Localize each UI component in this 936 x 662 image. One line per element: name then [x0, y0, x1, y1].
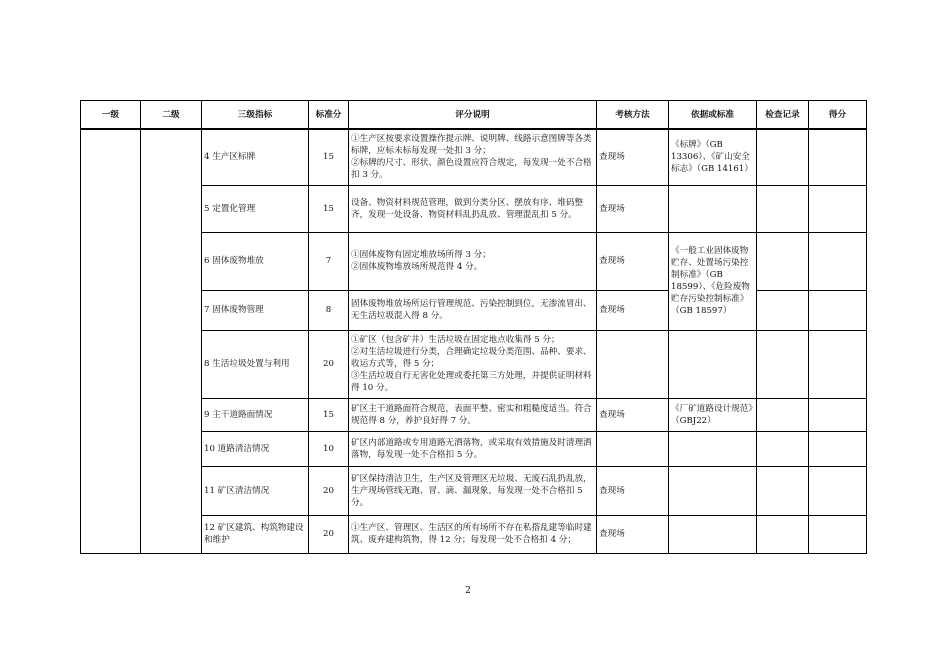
record-cell: [757, 515, 809, 553]
header-inspection-record: 检查记录: [757, 101, 809, 130]
indicator-cell: 10 道路清洁情况: [202, 431, 309, 466]
description-cell: ①生产区按要求设置操作提示牌、说明牌、线路示意图牌等各类标牌，应标未标每发现一处扣 3 分； ②标牌的尺寸、形状、颜色设置应符合规定，每发现一处不合格扣 3 分。: [349, 129, 597, 185]
header-level-2: 二级: [141, 101, 202, 130]
score-cell: 10: [309, 431, 349, 466]
score-result-cell: [809, 185, 867, 232]
score-cell: 20: [309, 466, 349, 515]
record-cell: [757, 290, 809, 330]
description-cell: 设备、物资材料规范管理，做到分类分区、摆放有序、堆码整齐，发现一处设备、物资材料乱扔乱放、管理混乱扣 5 分。: [349, 185, 597, 232]
indicator-cell: 5 定置化管理: [202, 185, 309, 232]
score-result-cell: [809, 330, 867, 398]
basis-cell: [669, 515, 757, 553]
score-result-cell: [809, 232, 867, 290]
score-result-cell: [809, 290, 867, 330]
header-basis-standard: 依据或标准: [669, 101, 757, 130]
score-result-cell: [809, 466, 867, 515]
method-cell: 查现场: [597, 466, 669, 515]
description-cell: 矿区保持清洁卫生，生产区及管理区无垃圾、无废石乱扔乱放，生产现场管线无跑、冒、滴、漏现象，每发现一处不合格扣 5 分。: [349, 466, 597, 515]
score-cell: 7: [309, 232, 349, 290]
method-cell: 查现场: [597, 129, 669, 185]
method-cell: 查现场: [597, 232, 669, 290]
evaluation-table: [80, 100, 867, 554]
score-cell: 15: [309, 129, 349, 185]
method-cell: 查现场: [597, 290, 669, 330]
score-result-cell: [809, 431, 867, 466]
header-scoring-description: 评分说明: [349, 101, 597, 130]
method-cell: [597, 431, 669, 466]
header-assessment-method: 考核方法: [597, 101, 669, 130]
method-cell: 查现场: [597, 515, 669, 553]
description-cell: 固体废物堆放场所运行管理规范、污染控制到位，无渗流冒出、无生活垃圾混入得 8 分。: [349, 290, 597, 330]
indicator-cell: 12 矿区建筑、构筑物建设和维护: [202, 515, 309, 553]
score-result-cell: [809, 515, 867, 553]
header-row: [81, 101, 867, 130]
record-cell: [757, 398, 809, 431]
score-cell: 20: [309, 330, 349, 398]
level-1-cell: [81, 129, 141, 553]
score-cell: 15: [309, 398, 349, 431]
header-level-3-indicator: 三级指标: [202, 101, 309, 130]
header-level-1: 一级: [81, 101, 141, 130]
description-cell: 矿区内部道路或专用道路无洒落物，或采取有效措施及时清理洒落物，每发现一处不合格扣 5 分。: [349, 431, 597, 466]
basis-cell: 《厂矿道路设计规范》（GBJ22）: [669, 398, 757, 431]
basis-cell: [669, 185, 757, 232]
record-cell: [757, 330, 809, 398]
basis-cell: [669, 431, 757, 466]
score-cell: 15: [309, 185, 349, 232]
score-cell: 20: [309, 515, 349, 553]
indicator-cell: 9 主干道路面情况: [202, 398, 309, 431]
indicator-cell: 7 固体废物管理: [202, 290, 309, 330]
record-cell: [757, 185, 809, 232]
record-cell: [757, 232, 809, 290]
indicator-cell: 4 生产区标牌: [202, 129, 309, 185]
score-result-cell: [809, 398, 867, 431]
table-row: [81, 129, 867, 185]
description-cell: ①生产区、管理区、生活区的所有场所不存在私搭乱建等临时建筑、废弃建构筑物，得 12 分；每发现一处不合格扣 4 分；: [349, 515, 597, 553]
header-standard-score: 标准分: [309, 101, 349, 130]
basis-cell: 《一般工业固体废物贮存、处置场污染控制标准》（GB 18599）、《危险废物贮存污染控制标准》（GB 18597）: [669, 232, 757, 330]
score-cell: 8: [309, 290, 349, 330]
method-cell: 查现场: [597, 185, 669, 232]
indicator-cell: 11 矿区清洁情况: [202, 466, 309, 515]
indicator-cell: 8 生活垃圾处置与利用: [202, 330, 309, 398]
method-cell: 查现场: [597, 398, 669, 431]
record-cell: [757, 129, 809, 185]
basis-cell: [669, 466, 757, 515]
method-cell: [597, 330, 669, 398]
score-result-cell: [809, 129, 867, 185]
record-cell: [757, 431, 809, 466]
description-cell: 矿区主干道路面符合规范，表面平整、密实和粗糙度适当。符合规范得 8 分，养护良好得 7 分。: [349, 398, 597, 431]
header-score: 得分: [809, 101, 867, 130]
description-cell: ①固体废物有固定堆放场所得 3 分； ②固体废物堆放场所规范得 4 分。: [349, 232, 597, 290]
page-number: 2: [465, 586, 471, 596]
record-cell: [757, 466, 809, 515]
basis-cell: 《标牌》（GB 13306）、《矿山安全标志》（GB 14161）: [669, 129, 757, 185]
description-cell: ①矿区（包含矿井）生活垃圾在固定地点收集得 5 分； ②对生活垃圾进行分类，合理确定垃圾分类范围、品种、要求、收运方式等，得 5 分； ③生活垃圾自行无害化处理或委托第三方处理，并提供证明材料得 10 分。: [349, 330, 597, 398]
level-2-cell: [141, 129, 202, 553]
indicator-cell: 6 固体废物堆放: [202, 232, 309, 290]
basis-cell: [669, 330, 757, 398]
